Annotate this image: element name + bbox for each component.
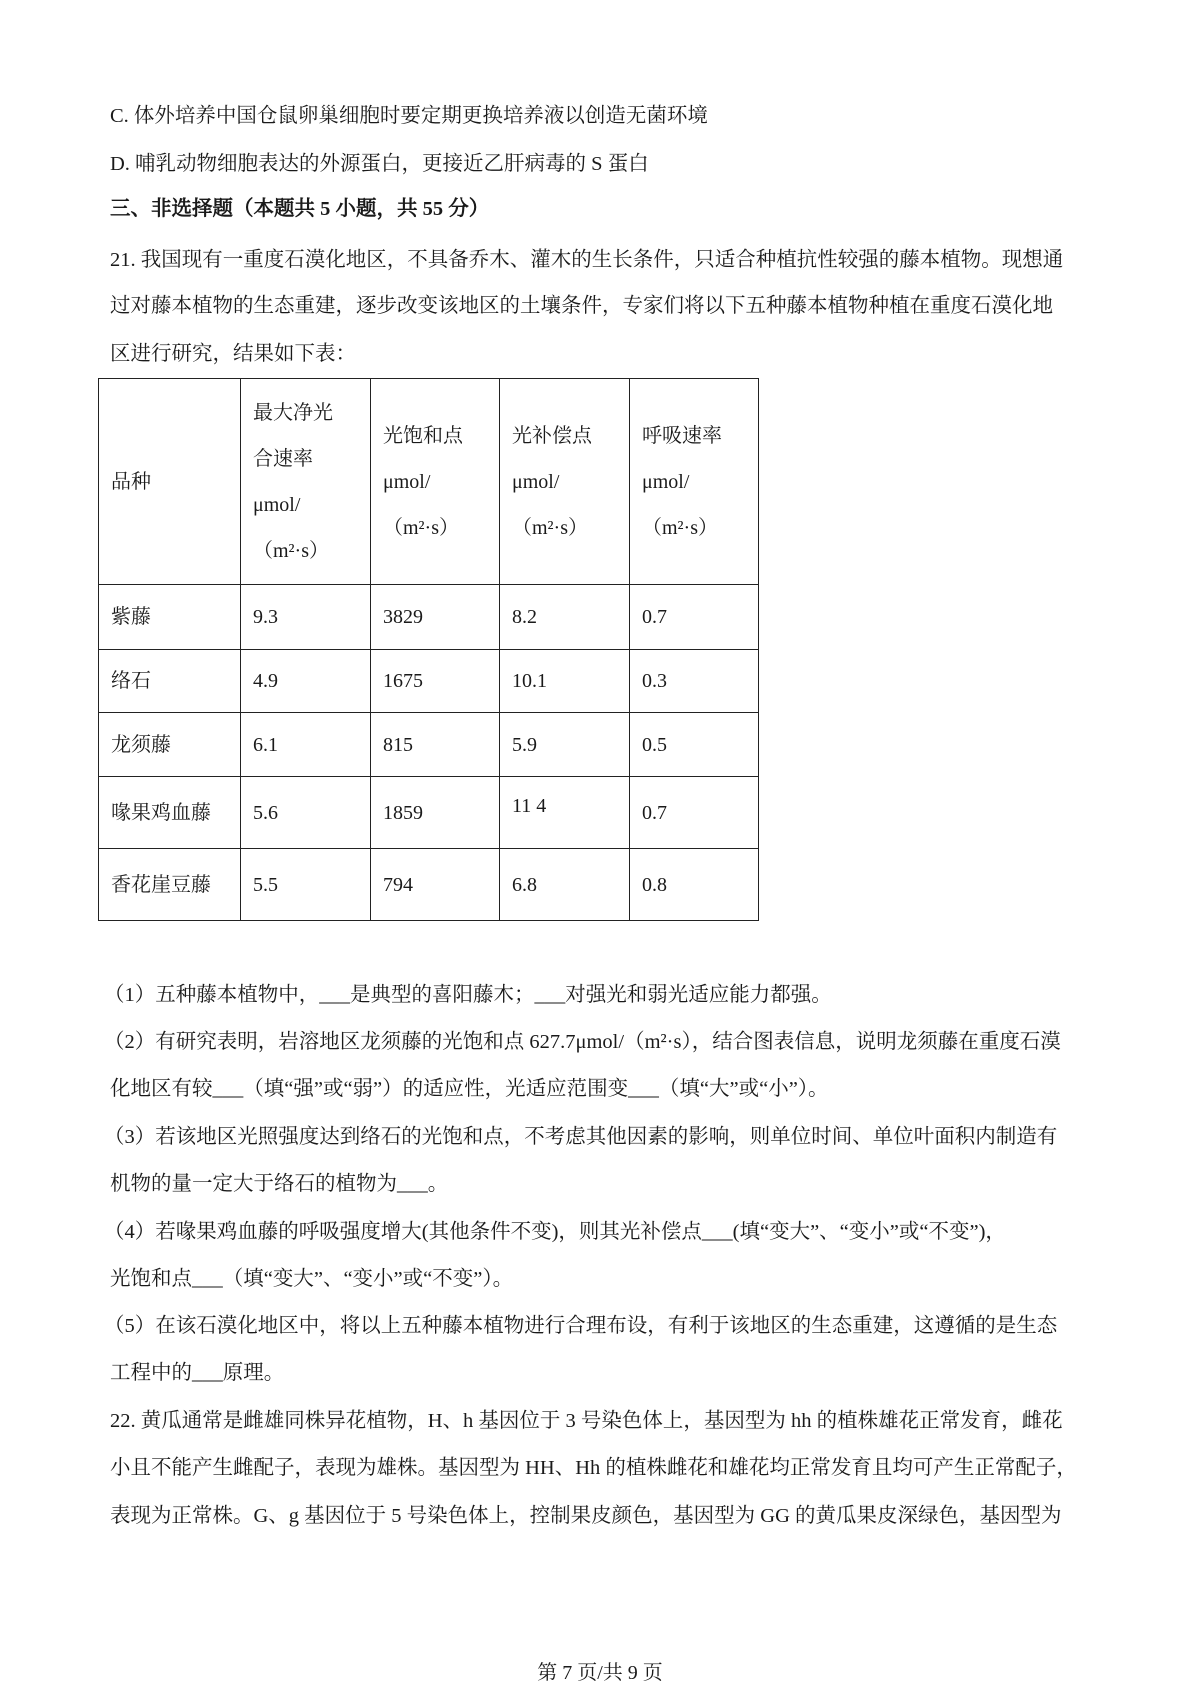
header-text: 光补偿点 <box>512 424 592 447</box>
cell: 815 <box>371 713 500 777</box>
subquestion-2: （2）有研究表明，岩溶地区龙须藤的光饱和点 627.7μmol/（m²·s），结合图表信息，说明龙须藤在重度石漠 <box>104 1031 1061 1053</box>
cell: 8.2 <box>500 585 630 650</box>
cell: 5.9 <box>500 713 630 777</box>
subquestion-1: （1）五种藤本植物中，___是典型的喜阳藤木；___对强光和弱光适应能力都强。 <box>104 984 832 1006</box>
table-row <box>99 777 759 849</box>
header-cell <box>630 379 759 585</box>
header-text: （m²·s） <box>642 516 718 539</box>
header-text: μmol/ <box>512 470 560 493</box>
cell: 0.5 <box>630 713 759 777</box>
header-text: μmol/ <box>642 470 690 493</box>
cell: 0.8 <box>630 849 759 921</box>
q21-intro-line: 过对藤本植物的生态重建，逐步改变该地区的土壤条件，专家们将以下五种藤本植物种植在重度石漠化地 <box>110 295 1053 317</box>
header-text: （m²·s） <box>383 516 459 539</box>
cell: 5.6 <box>241 777 371 849</box>
subquestion-3: （3）若该地区光照强度达到络石的光饱和点，不考虑其他因素的影响，则单位时间、单位叶面积内制造有 <box>104 1126 1058 1148</box>
q22-line: 小且不能产生雌配子，表现为雄株。基因型为 HH、Hh 的植株雌花和雄花均正常发育且均可产生正常配子， <box>110 1457 1077 1479</box>
header-text: 合速率 <box>253 447 313 470</box>
header-text: 呼吸速率 <box>642 424 722 447</box>
header-cell <box>500 379 630 585</box>
table-row <box>99 650 759 713</box>
cell: 6.1 <box>241 713 371 777</box>
header-text: （m²·s） <box>253 539 329 562</box>
header-text: 光饱和点 <box>383 424 463 447</box>
header-text: 品种 <box>111 470 151 493</box>
cell: 龙须藤 <box>99 713 241 777</box>
q22-line: 表现为正常株。G、g 基因位于 5 号染色体上，控制果皮颜色，基因型为 GG 的黄瓜果皮深绿色，基因型为 <box>110 1505 1062 1527</box>
q22-line: 22. 黄瓜通常是雌雄同株异花植物，H、h 基因位于 3 号染色体上，基因型为 hh 的植株雄花正常发育，雌花 <box>110 1410 1063 1432</box>
header-text: μmol/ <box>253 493 301 516</box>
cell: 794 <box>371 849 500 921</box>
page-footer: 第 7 页/共 9 页 <box>537 1662 663 1684</box>
subquestion-4: （4）若喙果鸡血藤的呼吸强度增大(其他条件不变)，则其光补偿点___(填“变大”、“变小”或“不变”)， <box>104 1221 1006 1243</box>
cell: 0.7 <box>630 777 759 849</box>
header-text: 最大净光 <box>253 401 333 424</box>
section-heading: 三、非选择题（本题共 5 小题，共 55 分） <box>110 198 490 220</box>
option-d: D. 哺乳动物细胞表达的外源蛋白，更接近乙肝病毒的 S 蛋白 <box>110 153 649 175</box>
subquestion-5-cont: 工程中的___原理。 <box>110 1362 285 1384</box>
q21-intro-line: 区进行研究，结果如下表： <box>110 343 356 365</box>
cell: 5.5 <box>241 849 371 921</box>
cell: 喙果鸡血藤 <box>99 777 241 849</box>
subquestion-2-cont: 化地区有较___（填“强”或“弱”）的适应性，光适应范围变___（填“大”或“小”）。 <box>110 1078 829 1100</box>
cell: 0.7 <box>630 585 759 650</box>
table-row <box>99 585 759 650</box>
cell: 9.3 <box>241 585 371 650</box>
header-cell <box>99 379 241 585</box>
cell: 11 4 <box>500 777 630 849</box>
cell: 紫藤 <box>99 585 241 650</box>
cell: 6.8 <box>500 849 630 921</box>
header-cell <box>241 379 371 585</box>
subquestion-5: （5）在该石漠化地区中，将以上五种藤本植物进行合理布设，有利于该地区的生态重建，这遵循的是生态 <box>104 1315 1058 1337</box>
cell: 3829 <box>371 585 500 650</box>
subquestion-4-cont: 光饱和点___（填“变大”、“变小”或“不变”）。 <box>110 1268 514 1290</box>
header-text: （m²·s） <box>512 516 588 539</box>
table-row <box>99 849 759 921</box>
table-header-row <box>99 379 759 585</box>
cell: 络石 <box>99 650 241 713</box>
q21-intro-line: 21. 我国现有一重度石漠化地区，不具备乔木、灌木的生长条件，只适合种植抗性较强的藤本植物。现想通 <box>110 249 1064 271</box>
data-table <box>98 378 759 921</box>
cell: 1675 <box>371 650 500 713</box>
header-text: μmol/ <box>383 470 431 493</box>
cell: 1859 <box>371 777 500 849</box>
cell: 香花崖豆藤 <box>99 849 241 921</box>
cell: 10.1 <box>500 650 630 713</box>
table-row <box>99 713 759 777</box>
cell: 4.9 <box>241 650 371 713</box>
option-c: C. 体外培养中国仓鼠卵巢细胞时要定期更换培养液以创造无菌环境 <box>110 105 708 127</box>
subquestion-3-cont: 机物的量一定大于络石的植物为___。 <box>110 1173 449 1195</box>
header-cell <box>371 379 500 585</box>
cell: 0.3 <box>630 650 759 713</box>
